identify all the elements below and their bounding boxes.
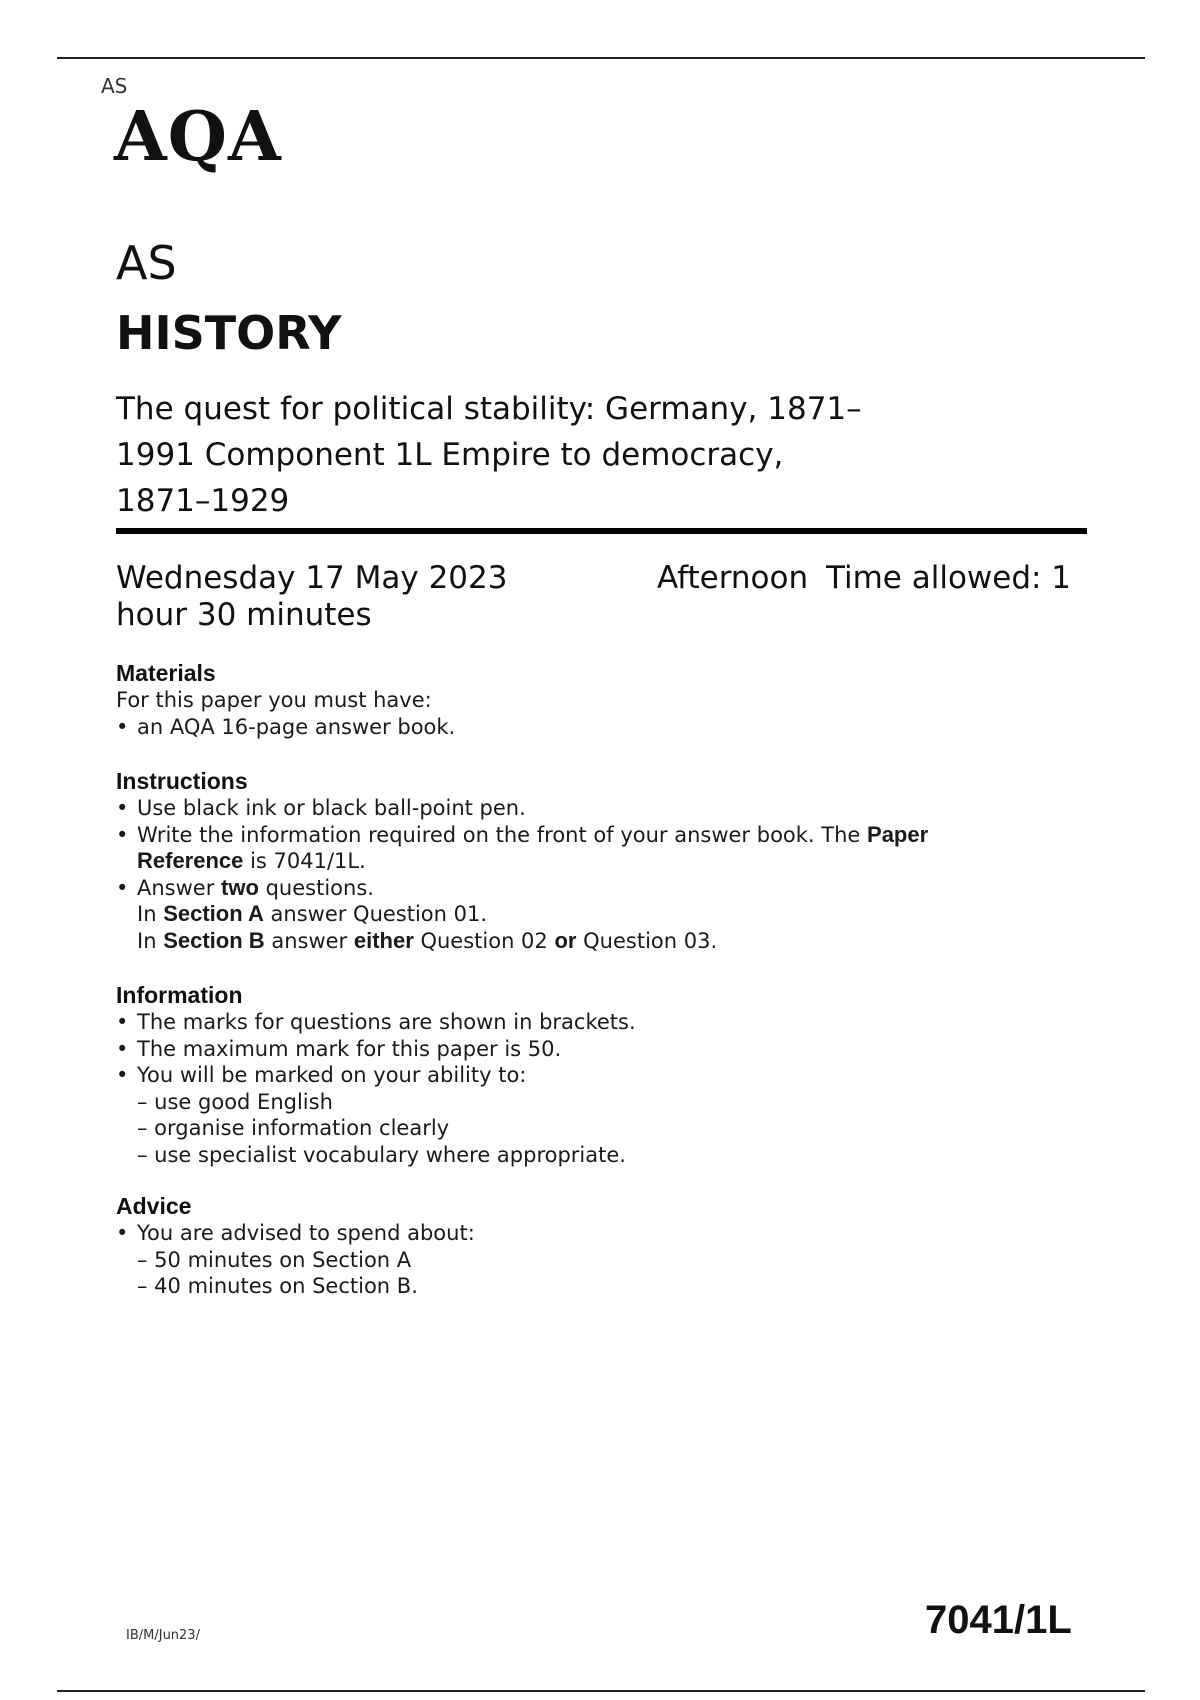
title-divider (116, 528, 1087, 534)
list-item: • an AQA 16-page answer book. (116, 714, 456, 739)
advice-heading: Advice (116, 1193, 192, 1219)
subject-title: HISTORY (116, 306, 342, 360)
bottom-rule (57, 1690, 1145, 1692)
sub-item: – use good English (137, 1089, 333, 1114)
list-item: • You are advised to spend about: – 50 minutes on Section A – 40 minutes on Section B. (116, 1220, 1076, 1300)
list-item: • The maximum mark for this paper is 50. (116, 1036, 562, 1061)
top-rule (57, 57, 1145, 59)
list-item: • Write the information required on the front of your answer book. The Paper Reference is 7041/1L. (116, 821, 929, 873)
sub-item: – 40 minutes on Section B. (137, 1274, 418, 1298)
paper-code: 7041/1L (925, 1598, 1072, 1642)
materials-intro: For this paper you must have: (116, 688, 432, 712)
materials-heading: Materials (116, 660, 216, 686)
information-section (116, 982, 1076, 1168)
qualification-level: AS (116, 236, 177, 290)
time-allowed: Time allowed: 1 (826, 560, 1072, 596)
paper-title-line: 1991 Component 1L Empire to democracy, (116, 437, 784, 473)
sub-item: – 50 minutes on Section A (137, 1247, 412, 1272)
paper-title-line: The quest for political stability: Germany, 1871– (116, 391, 862, 427)
paper-title-line: 1871–1929 (116, 483, 290, 519)
information-heading: Information (116, 982, 243, 1008)
advice-section (116, 1193, 1076, 1300)
aqa-logo: AQA (114, 97, 282, 177)
exam-session: Afternoon (657, 560, 809, 596)
materials-section (116, 660, 1076, 740)
sub-item: – use specialist vocabulary where appropriate. (137, 1142, 626, 1167)
time-allowed-continued: hour 30 minutes (116, 597, 372, 633)
footer-reference: IB/M/Jun23/ (126, 1628, 200, 1643)
list-item: • Use black ink or black ball-point pen. (116, 796, 526, 820)
header-level-label: AS (101, 74, 128, 98)
instructions-heading: Instructions (116, 768, 248, 794)
paper-title (116, 386, 916, 524)
sub-item: – organise information clearly (137, 1116, 450, 1140)
instructions-section (116, 768, 1076, 954)
list-item: • The marks for questions are shown in brackets. (116, 1010, 636, 1034)
exam-date: Wednesday 17 May 2023 (116, 560, 508, 596)
list-item: • You will be marked on your ability to: – use good English – organise information clearly – use specialist vocabulary where appropriate. (116, 1062, 1076, 1168)
list-item: • Answer two questions. In Section A answer Question 01. In Section B answer either Question 02 or Question 03. (116, 874, 718, 953)
